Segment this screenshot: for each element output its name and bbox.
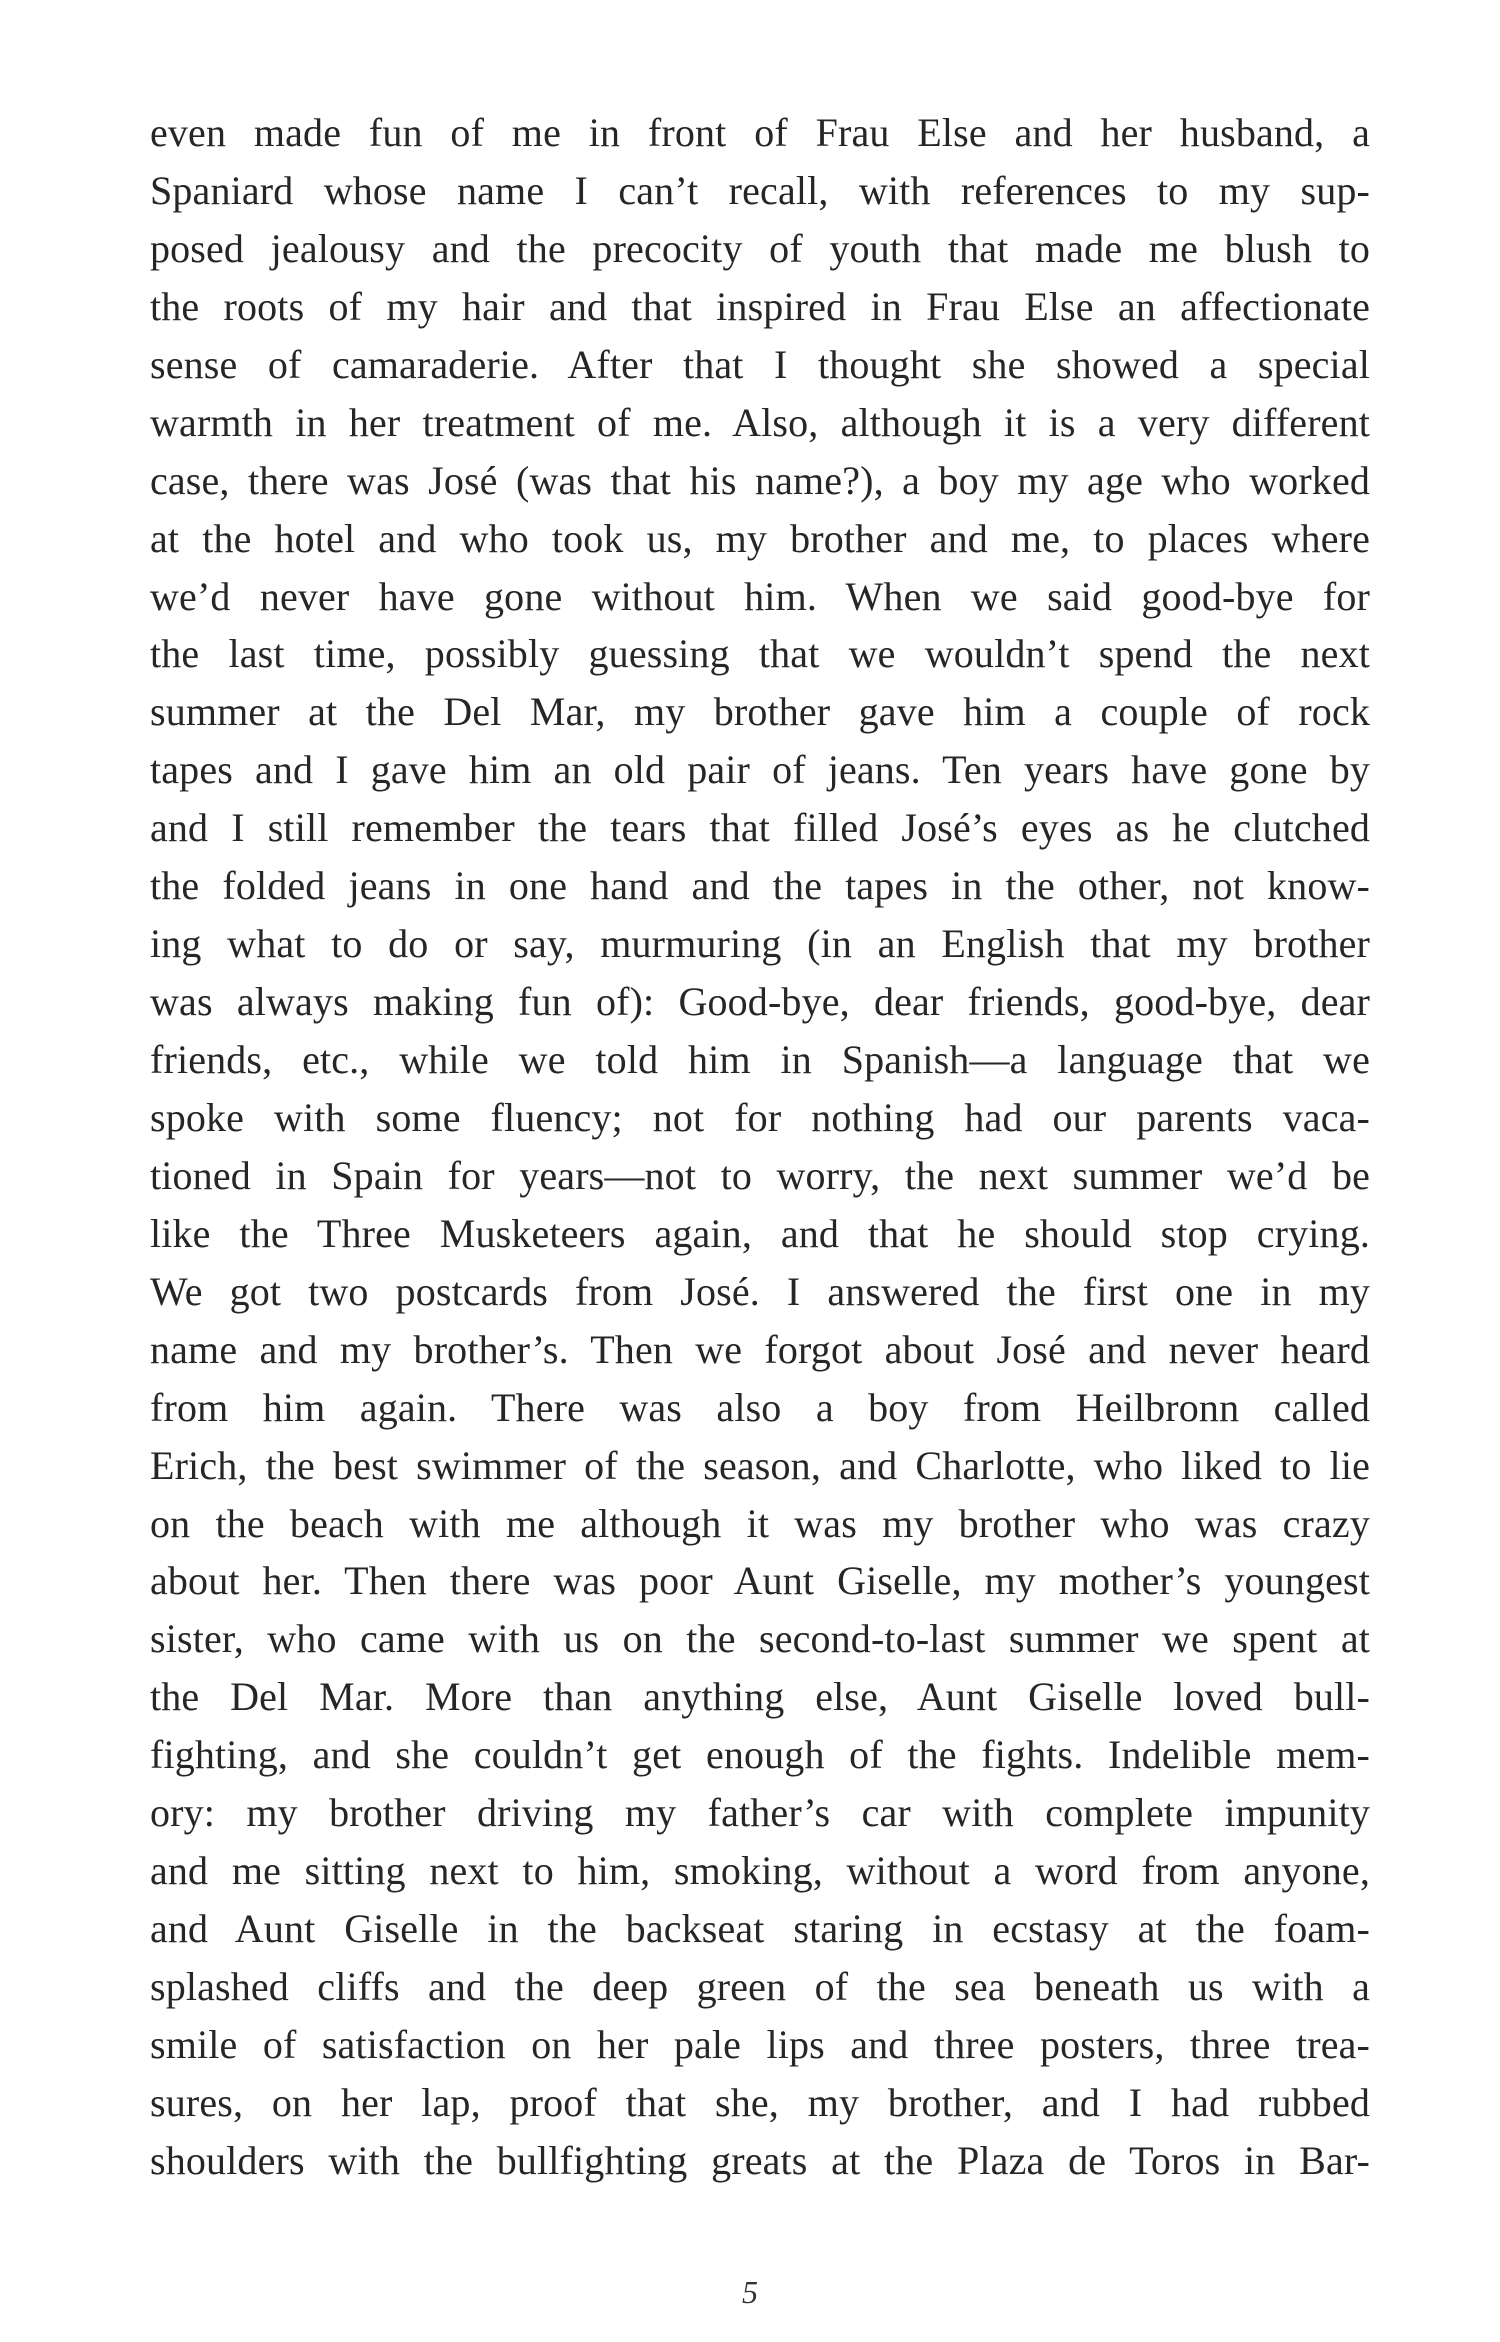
text-line: at the hotel and who took us, my brother and me, to places where: [150, 515, 1370, 561]
text-line: splashed cliffs and the deep green of the sea beneath us with a: [150, 1964, 1370, 2009]
text-line: even made fun of me in front of Frau Else and her husband, a: [150, 110, 1370, 155]
text-line: Erich, the best swimmer of the season, and Charlotte, who liked to lie: [150, 1442, 1370, 1488]
text-line: was always making fun of): Good-bye, dear friends, good-bye, dear: [150, 979, 1370, 1025]
text-line: name and my brother’s. Then we forgot about José and never heard: [150, 1326, 1370, 1372]
text-line: the Del Mar. More than anything else, Aunt Giselle loved bull-: [150, 1674, 1370, 1720]
text-line: fighting, and she couldn’t get enough of the fights. Indelible mem-: [150, 1732, 1370, 1778]
text-line: sures, on her lap, proof that she, my brother, and I had rubbed: [150, 2079, 1370, 2125]
text-line: and me sitting next to him, smoking, without a word from anyone,: [150, 1848, 1370, 1894]
text-line: about her. Then there was poor Aunt Giselle, my mother’s youngest: [150, 1558, 1370, 1604]
text-line: the roots of my hair and that inspired in Frau Else an affectionate: [150, 283, 1370, 329]
text-line: from him again. There was also a boy from Heilbronn called: [150, 1384, 1370, 1430]
text-line: tapes and I gave him an old pair of jeans. Ten years have gone by: [150, 747, 1370, 793]
text-line: smile of satisfaction on her pale lips and three posters, three trea-: [150, 2021, 1370, 2067]
text-line: the folded jeans in one hand and the tapes in the other, not know-: [150, 863, 1370, 909]
text-line: summer at the Del Mar, my brother gave him a couple of rock: [150, 689, 1370, 735]
text-line: friends, etc., while we told him in Spanish—a language that we: [150, 1037, 1370, 1082]
text-line: shoulders with the bullfighting greats at the Plaza de Toros in Bar-: [150, 2137, 1370, 2183]
text-line: sense of camaraderie. After that I thought she showed a special: [150, 341, 1370, 387]
text-line: posed jealousy and the precocity of youth that made me blush to: [150, 225, 1370, 271]
text-line: on the beach with me although it was my brother who was crazy: [150, 1500, 1370, 1546]
body-text: [150, 104, 1370, 2190]
page-number: 5: [742, 2274, 758, 2310]
text-line: Spaniard whose name I can’t recall, with references to my sup-: [150, 167, 1370, 213]
text-line: warmth in her treatment of me. Also, although it is a very different: [150, 399, 1370, 445]
text-line: like the Three Musketeers again, and that he should stop crying.: [150, 1210, 1370, 1256]
text-line: ing what to do or say, murmuring (in an English that my brother: [150, 921, 1370, 967]
text-line: We got two postcards from José. I answered the first one in my: [150, 1268, 1370, 1314]
text-line: we’d never have gone without him. When we said good-bye for: [150, 573, 1370, 619]
text-line: and Aunt Giselle in the backseat staring in ecstasy at the foam-: [150, 1906, 1370, 1952]
text-line: sister, who came with us on the second-to-last summer we spent at: [150, 1616, 1370, 1662]
text-line: ory: my brother driving my father’s car with complete impunity: [150, 1790, 1370, 1836]
text-line: and I still remember the tears that filled José’s eyes as he clutched: [150, 805, 1370, 851]
text-line: the last time, possibly guessing that we wouldn’t spend the next: [150, 631, 1370, 677]
text-line: spoke with some fluency; not for nothing had our parents vaca-: [150, 1094, 1370, 1140]
text-line: case, there was José (was that his name?), a boy my age who worked: [150, 457, 1370, 503]
text-line: tioned in Spain for years—not to worry, the next summer we’d be: [150, 1152, 1370, 1198]
